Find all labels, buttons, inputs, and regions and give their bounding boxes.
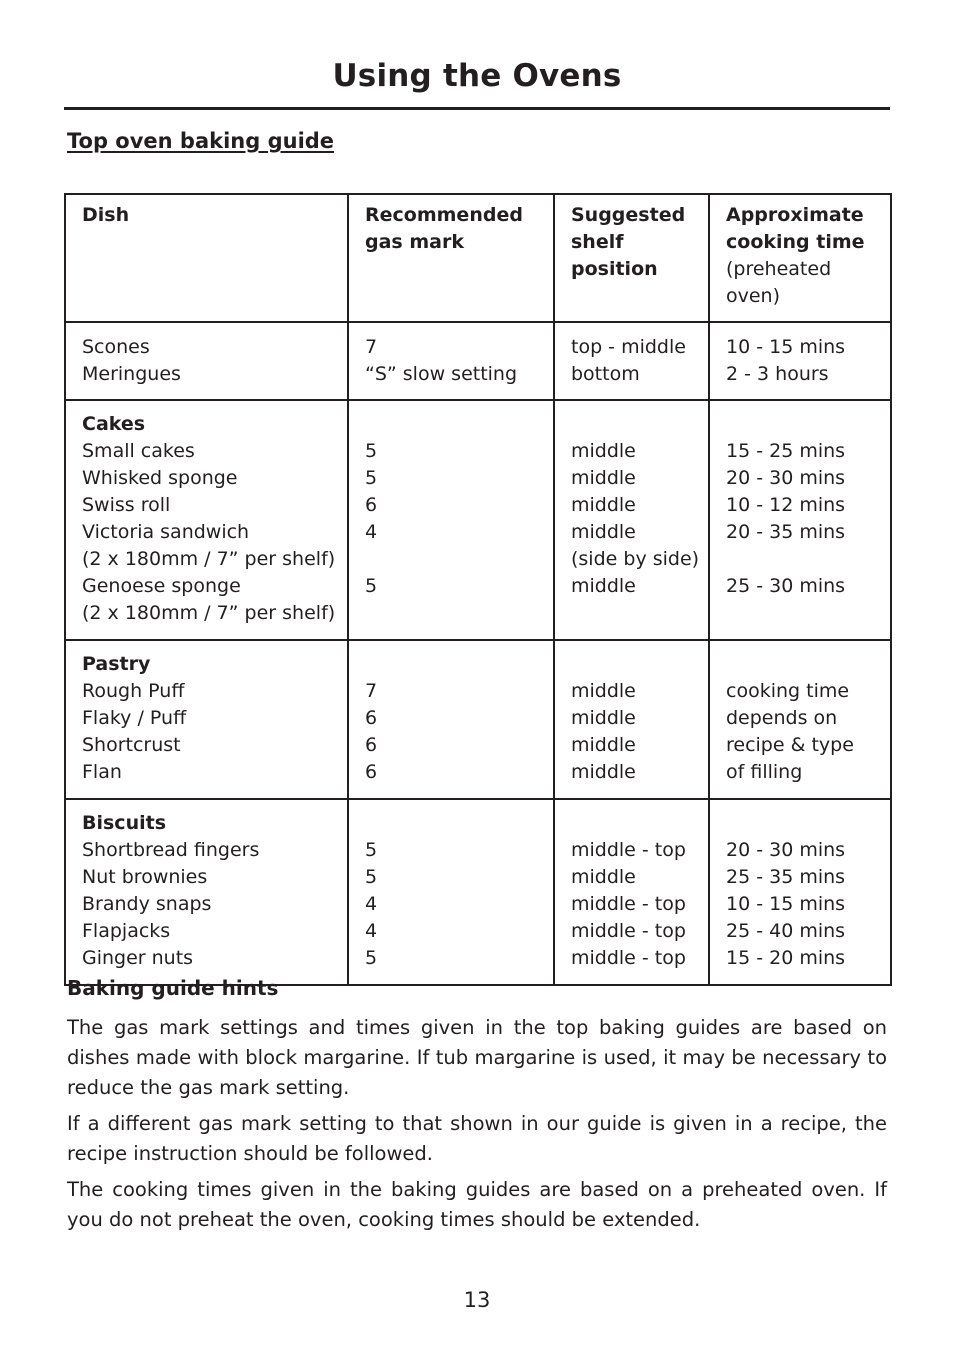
table-row: [65, 799, 891, 985]
time-cell-line: 10 - 15 mins: [726, 336, 846, 358]
gas-mark-cell-line: 4: [365, 893, 378, 915]
header-time-note: (preheated oven): [726, 258, 832, 307]
table-row: [65, 400, 891, 640]
dish-cell: [65, 400, 348, 640]
dish-cell-line: Scones: [82, 336, 150, 358]
header-time: [709, 194, 891, 322]
time-cell-line: 20 - 30 mins: [726, 839, 846, 861]
dish-cell-line: Whisked sponge: [82, 467, 238, 489]
shelf-cell: [554, 640, 709, 799]
page-title: Using the Ovens: [332, 58, 622, 94]
dish-cell-line: Brandy snaps: [82, 893, 212, 915]
shelf-cell-line: middle - top: [571, 839, 686, 861]
dish-cell-line: Nut brownies: [82, 866, 208, 888]
shelf-cell-line: middle: [571, 707, 636, 729]
page-number: 13: [463, 1288, 491, 1312]
shelf-cell-line: middle: [571, 440, 636, 462]
gas-mark-cell-line: 5: [365, 440, 378, 462]
time-cell-line: 2 - 3 hours: [726, 363, 829, 385]
gas-mark-cell-line: 4: [365, 920, 378, 942]
time-cell: [709, 640, 891, 799]
spacer-line: [365, 411, 543, 438]
gas-mark-cell-line: 5: [365, 575, 378, 597]
dish-cell-line: Flapjacks: [82, 920, 171, 942]
dish-cell-line: Ginger nuts: [82, 947, 194, 969]
gas-mark-cell-line: 5: [365, 947, 378, 969]
hint-paragraph: The gas mark settings and times given in the top baking guides are based on dishes made with block margarine. If tub margarine is used, it may be necessary to reduce the gas mark setting.: [67, 1016, 887, 1099]
shelf-cell-line: middle: [571, 467, 636, 489]
gas-mark-cell-line: 5: [365, 866, 378, 888]
dish-cell-line: Flaky / Puff: [82, 707, 187, 729]
gas-mark-cell: [348, 799, 554, 985]
shelf-cell-line: middle: [571, 575, 636, 597]
time-cell: [709, 400, 891, 640]
gas-mark-cell-line: “S” slow setting: [365, 363, 518, 385]
header-dish: [65, 194, 348, 322]
time-cell: [709, 799, 891, 985]
title-divider: [64, 107, 890, 110]
gas-mark-cell: [348, 322, 554, 400]
spacer-line: [365, 651, 543, 678]
header-shelf-line: position: [571, 258, 658, 280]
dish-cell-line: Rough Puff: [82, 680, 185, 702]
shelf-cell: [554, 322, 709, 400]
time-cell-line: 10 - 15 mins: [726, 893, 846, 915]
section-heading: Top oven baking guide: [67, 129, 335, 153]
spacer-line: [571, 651, 698, 678]
dish-cell-line: Shortcrust: [82, 734, 181, 756]
spacer-line: [365, 810, 543, 837]
category-label: Biscuits: [82, 812, 166, 834]
gas-mark-cell-line: 7: [365, 336, 378, 358]
header-dish-label: Dish: [82, 204, 130, 226]
table-row: [65, 322, 891, 400]
time-cell: [709, 322, 891, 400]
spacer-line: [726, 411, 880, 438]
shelf-cell: [554, 799, 709, 985]
time-cell-line: 20 - 30 mins: [726, 467, 846, 489]
dish-cell: [65, 799, 348, 985]
gas-mark-cell-line: [365, 600, 543, 627]
time-cell-line: of filling: [726, 761, 803, 783]
time-cell-line: 20 - 35 mins: [726, 521, 846, 543]
shelf-cell-line: middle: [571, 680, 636, 702]
dish-cell-line: (2 x 180mm / 7” per shelf): [82, 548, 336, 570]
time-cell-line: 25 - 30 mins: [726, 575, 846, 597]
time-cell-line: depends on: [726, 707, 838, 729]
dish-cell: [65, 322, 348, 400]
gas-mark-cell-line: [365, 546, 543, 573]
gas-mark-cell-line: 6: [365, 494, 378, 516]
time-cell-line: 25 - 35 mins: [726, 866, 846, 888]
shelf-cell-line: middle - top: [571, 947, 686, 969]
gas-mark-cell-line: 7: [365, 680, 378, 702]
shelf-cell-line: bottom: [571, 363, 640, 385]
shelf-cell-line: middle: [571, 761, 636, 783]
category-label: Pastry: [82, 653, 151, 675]
header-gas-mark: [348, 194, 554, 322]
shelf-cell-line: middle - top: [571, 893, 686, 915]
time-cell-line: recipe & type: [726, 734, 854, 756]
table-body: [65, 322, 891, 985]
time-cell-line: 15 - 20 mins: [726, 947, 846, 969]
header-gas-mark-line: Recommended: [365, 204, 523, 226]
dish-cell: [65, 640, 348, 799]
dish-cell-line: Shortbread fingers: [82, 839, 260, 861]
spacer-line: [726, 810, 880, 837]
header-shelf-line: shelf: [571, 231, 624, 253]
spacer-line: [571, 411, 698, 438]
header-shelf: [554, 194, 709, 322]
shelf-cell-line: middle: [571, 734, 636, 756]
gas-mark-cell-line: 6: [365, 707, 378, 729]
shelf-cell-line: top - middle: [571, 336, 686, 358]
category-label: Cakes: [82, 413, 146, 435]
time-cell-line: 10 - 12 mins: [726, 494, 846, 516]
time-cell-line: 25 - 40 mins: [726, 920, 846, 942]
dish-cell-line: Genoese sponge: [82, 575, 241, 597]
time-cell-line: cooking time: [726, 680, 850, 702]
hint-paragraph: The cooking times given in the baking guides are based on a preheated oven. If you do not preheat the oven, cooking times should be extended.: [67, 1178, 887, 1231]
header-gas-mark-line: gas mark: [365, 231, 464, 253]
dish-cell-line: Small cakes: [82, 440, 195, 462]
time-cell-line: [726, 600, 880, 627]
gas-mark-cell-line: 4: [365, 521, 378, 543]
gas-mark-cell: [348, 400, 554, 640]
baking-guide-table: [64, 193, 892, 986]
dish-cell-line: Swiss roll: [82, 494, 171, 516]
shelf-cell-line: middle: [571, 521, 636, 543]
dish-cell-line: Victoria sandwich: [82, 521, 250, 543]
hints-heading: Baking guide hints: [67, 976, 279, 1000]
gas-mark-cell-line: 5: [365, 467, 378, 489]
gas-mark-cell: [348, 640, 554, 799]
header-shelf-line: Suggested: [571, 204, 686, 226]
header-time-line: Approximate: [726, 204, 864, 226]
shelf-cell-line: (side by side): [571, 548, 700, 570]
time-cell-line: 15 - 25 mins: [726, 440, 846, 462]
dish-cell-line: Flan: [82, 761, 122, 783]
spacer-line: [571, 810, 698, 837]
dish-cell-line: (2 x 180mm / 7” per shelf): [82, 602, 336, 624]
table-header-row: [65, 194, 891, 322]
header-time-line: cooking time: [726, 231, 865, 253]
shelf-cell-line: middle: [571, 494, 636, 516]
shelf-cell-line: [571, 600, 698, 627]
shelf-cell-line: middle - top: [571, 920, 686, 942]
time-cell-line: [726, 546, 880, 573]
gas-mark-cell-line: 6: [365, 734, 378, 756]
shelf-cell: [554, 400, 709, 640]
gas-mark-cell-line: 6: [365, 761, 378, 783]
dish-cell-line: Meringues: [82, 363, 181, 385]
spacer-line: [726, 651, 880, 678]
shelf-cell-line: middle: [571, 866, 636, 888]
table-row: [65, 640, 891, 799]
hint-paragraph: If a different gas mark setting to that shown in our guide is given in a recipe, the recipe instruction should be followed.: [67, 1112, 887, 1165]
gas-mark-cell-line: 5: [365, 839, 378, 861]
